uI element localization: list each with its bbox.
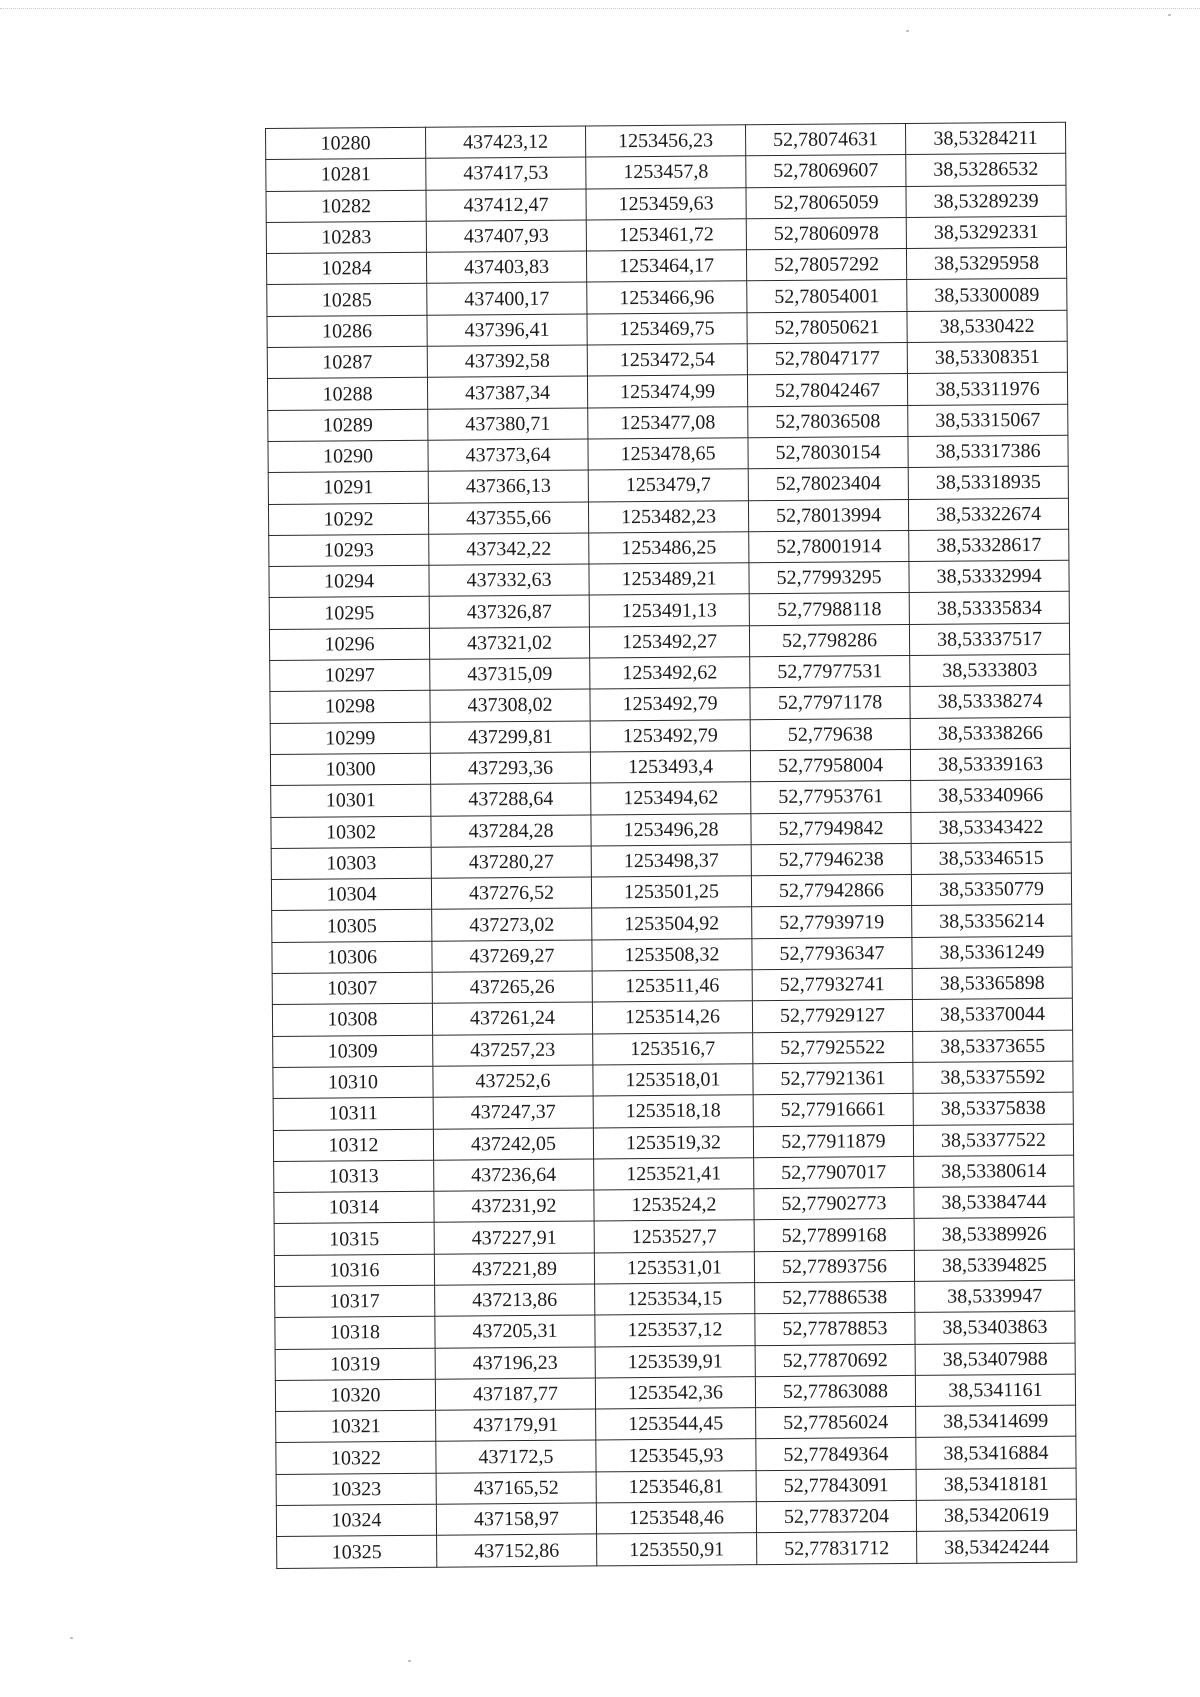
- point-number-cell: 10295: [269, 597, 429, 630]
- x-coordinate-cell: 437280,27: [431, 846, 591, 879]
- latitude-cell: 52,77886538: [755, 1281, 915, 1314]
- y-coordinate-cell: 1253546,81: [596, 1470, 756, 1503]
- point-number-cell: 10292: [268, 503, 428, 536]
- longitude-cell: 38,5333803: [910, 654, 1070, 687]
- latitude-cell: 52,7798286: [749, 624, 909, 657]
- y-coordinate-cell: 1253545,93: [596, 1439, 756, 1472]
- y-coordinate-cell: 1253494,62: [591, 782, 751, 815]
- y-coordinate-cell: 1253469,75: [587, 313, 747, 346]
- x-coordinate-cell: 437213,86: [435, 1284, 595, 1317]
- y-coordinate-cell: 1253479,7: [588, 469, 748, 502]
- y-coordinate-cell: 1253498,37: [591, 845, 751, 878]
- x-coordinate-cell: 437315,09: [430, 658, 590, 691]
- x-coordinate-cell: 437247,37: [433, 1096, 593, 1129]
- y-coordinate-cell: 1253519,32: [593, 1126, 753, 1159]
- latitude-cell: 52,77837204: [756, 1500, 916, 1533]
- point-number-cell: 10319: [275, 1348, 435, 1381]
- latitude-cell: 52,78013994: [748, 499, 908, 532]
- x-coordinate-cell: 437366,13: [428, 470, 588, 503]
- longitude-cell: 38,53332994: [909, 560, 1069, 593]
- y-coordinate-cell: 1253539,91: [595, 1345, 755, 1378]
- point-number-cell: 10303: [271, 847, 431, 880]
- latitude-cell: 52,78065059: [746, 186, 906, 219]
- y-coordinate-cell: 1253518,18: [593, 1095, 753, 1128]
- x-coordinate-cell: 437187,77: [435, 1378, 595, 1411]
- y-coordinate-cell: 1253524,2: [594, 1189, 754, 1222]
- x-coordinate-cell: 437332,63: [429, 564, 589, 597]
- y-coordinate-cell: 1253492,27: [589, 625, 749, 658]
- latitude-cell: 52,77977531: [750, 656, 910, 689]
- point-number-cell: 10311: [273, 1097, 433, 1130]
- point-number-cell: 10322: [276, 1442, 436, 1475]
- y-coordinate-cell: 1253474,99: [587, 375, 747, 408]
- longitude-cell: 38,53407988: [915, 1343, 1075, 1376]
- point-number-cell: 10318: [275, 1316, 435, 1349]
- latitude-cell: 52,77843091: [756, 1469, 916, 1502]
- longitude-cell: 38,53414699: [916, 1405, 1076, 1438]
- y-coordinate-cell: 1253514,26: [592, 1001, 752, 1034]
- point-number-cell: 10284: [266, 252, 426, 285]
- x-coordinate-cell: 437196,23: [435, 1347, 595, 1380]
- point-number-cell: 10285: [267, 284, 427, 317]
- longitude-cell: 38,53375592: [913, 1061, 1073, 1094]
- latitude-cell: 52,77863088: [755, 1375, 915, 1408]
- longitude-cell: 38,5339947: [915, 1280, 1075, 1313]
- latitude-cell: 52,77893756: [754, 1250, 914, 1283]
- x-coordinate-cell: 437387,34: [427, 376, 587, 409]
- latitude-cell: 52,77831712: [757, 1532, 917, 1565]
- point-number-cell: 10286: [267, 315, 427, 348]
- x-coordinate-cell: 437265,26: [432, 971, 592, 1004]
- longitude-cell: 38,53356214: [912, 905, 1072, 938]
- scan-edge-line: [0, 8, 1200, 9]
- longitude-cell: 38,53380614: [914, 1155, 1074, 1188]
- x-coordinate-cell: 437423,12: [425, 126, 585, 159]
- x-coordinate-cell: 437396,41: [427, 314, 587, 347]
- longitude-cell: 38,53394825: [914, 1249, 1074, 1282]
- point-number-cell: 10307: [272, 972, 432, 1005]
- longitude-cell: 38,53340966: [911, 779, 1071, 812]
- y-coordinate-cell: 1253457,8: [586, 156, 746, 189]
- latitude-cell: 52,78001914: [749, 530, 909, 563]
- point-number-cell: 10325: [277, 1536, 437, 1569]
- longitude-cell: 38,53295958: [906, 247, 1066, 280]
- y-coordinate-cell: 1253516,7: [593, 1032, 753, 1065]
- y-coordinate-cell: 1253537,12: [595, 1314, 755, 1347]
- point-number-cell: 10280: [266, 127, 426, 160]
- longitude-cell: 38,53315067: [908, 404, 1068, 437]
- y-coordinate-cell: 1253459,63: [586, 187, 746, 220]
- latitude-cell: 52,77953761: [751, 781, 911, 814]
- latitude-cell: 52,77942866: [751, 875, 911, 908]
- x-coordinate-cell: 437407,93: [426, 220, 586, 253]
- longitude-cell: 38,53375838: [913, 1092, 1073, 1125]
- coordinate-table-body: [266, 122, 1077, 1568]
- point-number-cell: 10288: [267, 378, 427, 411]
- latitude-cell: 52,77949842: [751, 812, 911, 845]
- point-number-cell: 10309: [273, 1035, 433, 1068]
- x-coordinate-cell: 437269,27: [432, 940, 592, 973]
- x-coordinate-cell: 437236,64: [434, 1159, 594, 1192]
- x-coordinate-cell: 437242,05: [433, 1127, 593, 1160]
- point-number-cell: 10294: [269, 565, 429, 598]
- point-number-cell: 10289: [268, 409, 428, 442]
- latitude-cell: 52,77856024: [756, 1407, 916, 1440]
- scan-speck: [1168, 14, 1171, 16]
- latitude-cell: 52,78060978: [746, 217, 906, 250]
- latitude-cell: 52,77925522: [753, 1031, 913, 1064]
- latitude-cell: 52,77929127: [752, 1000, 912, 1033]
- y-coordinate-cell: 1253461,72: [586, 219, 746, 252]
- longitude-cell: 38,53339163: [910, 748, 1070, 781]
- latitude-cell: 52,78069607: [746, 155, 906, 188]
- longitude-cell: 38,53284211: [905, 122, 1065, 155]
- y-coordinate-cell: 1253511,46: [592, 970, 752, 1003]
- latitude-cell: 52,77870692: [755, 1344, 915, 1377]
- y-coordinate-cell: 1253466,96: [587, 281, 747, 314]
- longitude-cell: 38,5330422: [907, 310, 1067, 343]
- longitude-cell: 38,53350779: [911, 873, 1071, 906]
- y-coordinate-cell: 1253472,54: [587, 344, 747, 377]
- y-coordinate-cell: 1253518,01: [593, 1064, 753, 1097]
- longitude-cell: 38,53317386: [908, 435, 1068, 468]
- x-coordinate-cell: 437276,52: [431, 877, 591, 910]
- point-number-cell: 10290: [268, 440, 428, 473]
- point-number-cell: 10298: [270, 691, 430, 724]
- y-coordinate-cell: 1253504,92: [592, 907, 752, 940]
- point-number-cell: 10310: [273, 1066, 433, 1099]
- latitude-cell: 52,77916661: [753, 1094, 913, 1127]
- latitude-cell: 52,78036508: [748, 405, 908, 438]
- point-number-cell: 10320: [275, 1379, 435, 1412]
- x-coordinate-cell: 437172,5: [436, 1440, 596, 1473]
- latitude-cell: 52,77932741: [752, 968, 912, 1001]
- latitude-cell: 52,77993295: [749, 562, 909, 595]
- point-number-cell: 10283: [266, 221, 426, 254]
- point-number-cell: 10291: [268, 471, 428, 504]
- latitude-cell: 52,77899168: [754, 1219, 914, 1252]
- y-coordinate-cell: 1253492,62: [590, 657, 750, 690]
- coordinate-table-wrapper: [265, 122, 1086, 1569]
- longitude-cell: 38,53424244: [917, 1531, 1077, 1564]
- point-number-cell: 10324: [276, 1504, 436, 1537]
- latitude-cell: 52,78023404: [748, 468, 908, 501]
- y-coordinate-cell: 1253477,08: [588, 406, 748, 439]
- longitude-cell: 38,53416884: [916, 1437, 1076, 1470]
- coordinate-table: [265, 122, 1077, 1569]
- latitude-cell: 52,77946238: [751, 843, 911, 876]
- y-coordinate-cell: 1253496,28: [591, 813, 751, 846]
- x-coordinate-cell: 437261,24: [432, 1002, 592, 1035]
- longitude-cell: 38,53361249: [912, 936, 1072, 969]
- y-coordinate-cell: 1253482,23: [588, 500, 748, 533]
- x-coordinate-cell: 437165,52: [436, 1472, 596, 1505]
- point-number-cell: 10302: [271, 816, 431, 849]
- latitude-cell: 52,77958004: [750, 749, 910, 782]
- x-coordinate-cell: 437231,92: [434, 1190, 594, 1223]
- x-coordinate-cell: 437227,91: [434, 1221, 594, 1254]
- x-coordinate-cell: 437392,58: [427, 345, 587, 378]
- y-coordinate-cell: 1253456,23: [585, 125, 745, 158]
- y-coordinate-cell: 1253489,21: [589, 563, 749, 596]
- x-coordinate-cell: 437299,81: [430, 721, 590, 754]
- x-coordinate-cell: 437417,53: [426, 157, 586, 190]
- x-coordinate-cell: 437412,47: [426, 189, 586, 222]
- longitude-cell: 38,53311976: [907, 373, 1067, 406]
- longitude-cell: 38,53389926: [914, 1218, 1074, 1251]
- y-coordinate-cell: 1253492,79: [590, 688, 750, 721]
- x-coordinate-cell: 437400,17: [427, 282, 587, 315]
- x-coordinate-cell: 437288,64: [431, 783, 591, 816]
- longitude-cell: 38,53338274: [910, 686, 1070, 719]
- latitude-cell: 52,77902773: [754, 1188, 914, 1221]
- longitude-cell: 38,53370044: [912, 998, 1072, 1031]
- latitude-cell: 52,77936347: [752, 937, 912, 970]
- y-coordinate-cell: 1253531,01: [594, 1251, 754, 1284]
- y-coordinate-cell: 1253486,25: [589, 532, 749, 565]
- latitude-cell: 52,779638: [750, 718, 910, 751]
- longitude-cell: 38,53343422: [911, 811, 1071, 844]
- y-coordinate-cell: 1253548,46: [596, 1502, 756, 1535]
- longitude-cell: 38,53286532: [906, 154, 1066, 187]
- scan-speck: [906, 30, 909, 32]
- x-coordinate-cell: 437342,22: [429, 533, 589, 566]
- y-coordinate-cell: 1253542,36: [595, 1377, 755, 1410]
- longitude-cell: 38,53377522: [913, 1124, 1073, 1157]
- latitude-cell: 52,78030154: [748, 436, 908, 469]
- longitude-cell: 38,53418181: [916, 1468, 1076, 1501]
- x-coordinate-cell: 437257,23: [433, 1034, 593, 1067]
- longitude-cell: 38,53373655: [913, 1030, 1073, 1063]
- y-coordinate-cell: 1253492,79: [590, 719, 750, 752]
- x-coordinate-cell: 437380,71: [428, 408, 588, 441]
- point-number-cell: 10296: [269, 628, 429, 661]
- y-coordinate-cell: 1253491,13: [589, 594, 749, 627]
- longitude-cell: 38,53289239: [906, 185, 1066, 218]
- x-coordinate-cell: 437179,91: [436, 1409, 596, 1442]
- x-coordinate-cell: 437403,83: [426, 251, 586, 284]
- x-coordinate-cell: 437284,28: [431, 814, 591, 847]
- point-number-cell: 10314: [274, 1191, 434, 1224]
- longitude-cell: 38,53322674: [908, 498, 1068, 531]
- longitude-cell: 38,53384744: [914, 1186, 1074, 1219]
- point-number-cell: 10313: [274, 1160, 434, 1193]
- latitude-cell: 52,78074631: [745, 123, 905, 156]
- latitude-cell: 52,77921361: [753, 1062, 913, 1095]
- point-number-cell: 10321: [276, 1410, 436, 1443]
- point-number-cell: 10315: [274, 1223, 434, 1256]
- x-coordinate-cell: 437373,64: [428, 439, 588, 472]
- point-number-cell: 10300: [270, 753, 430, 786]
- longitude-cell: 38,53308351: [907, 341, 1067, 374]
- latitude-cell: 52,78050621: [747, 311, 907, 344]
- latitude-cell: 52,77988118: [749, 593, 909, 626]
- x-coordinate-cell: 437221,89: [434, 1253, 594, 1286]
- point-number-cell: 10281: [266, 159, 426, 192]
- y-coordinate-cell: 1253508,32: [592, 938, 752, 971]
- longitude-cell: 38,53328617: [909, 529, 1069, 562]
- x-coordinate-cell: 437158,97: [436, 1503, 596, 1536]
- latitude-cell: 52,77971178: [750, 687, 910, 720]
- latitude-cell: 52,78042467: [747, 374, 907, 407]
- point-number-cell: 10323: [276, 1473, 436, 1506]
- point-number-cell: 10304: [271, 878, 431, 911]
- y-coordinate-cell: 1253464,17: [586, 250, 746, 283]
- point-number-cell: 10282: [266, 190, 426, 223]
- longitude-cell: 38,53365898: [912, 967, 1072, 1000]
- point-number-cell: 10293: [269, 534, 429, 567]
- x-coordinate-cell: 437293,36: [430, 752, 590, 785]
- longitude-cell: 38,53338266: [910, 717, 1070, 750]
- x-coordinate-cell: 437205,31: [435, 1315, 595, 1348]
- x-coordinate-cell: 437273,02: [432, 908, 592, 941]
- longitude-cell: 38,53318935: [908, 466, 1068, 499]
- point-number-cell: 10308: [272, 1004, 432, 1037]
- longitude-cell: 38,53337517: [909, 623, 1069, 656]
- point-number-cell: 10297: [270, 659, 430, 692]
- longitude-cell: 38,53300089: [907, 279, 1067, 312]
- latitude-cell: 52,77878853: [755, 1313, 915, 1346]
- y-coordinate-cell: 1253534,15: [595, 1283, 755, 1316]
- longitude-cell: 38,53403863: [915, 1311, 1075, 1344]
- point-number-cell: 10317: [275, 1285, 435, 1318]
- point-number-cell: 10305: [272, 910, 432, 943]
- x-coordinate-cell: 437308,02: [430, 689, 590, 722]
- longitude-cell: 38,53335834: [909, 592, 1069, 625]
- y-coordinate-cell: 1253521,41: [594, 1157, 754, 1190]
- scan-speck: [408, 1660, 411, 1662]
- point-number-cell: 10306: [272, 941, 432, 974]
- y-coordinate-cell: 1253550,91: [597, 1533, 757, 1566]
- x-coordinate-cell: 437326,87: [429, 595, 589, 628]
- latitude-cell: 52,77939719: [752, 906, 912, 939]
- point-number-cell: 10316: [274, 1254, 434, 1287]
- table-row: [277, 1531, 1077, 1569]
- point-number-cell: 10287: [267, 346, 427, 379]
- x-coordinate-cell: 437355,66: [428, 502, 588, 535]
- point-number-cell: 10301: [271, 784, 431, 817]
- longitude-cell: 38,5341161: [915, 1374, 1075, 1407]
- longitude-cell: 38,53420619: [916, 1499, 1076, 1532]
- y-coordinate-cell: 1253527,7: [594, 1220, 754, 1253]
- y-coordinate-cell: 1253478,65: [588, 438, 748, 471]
- y-coordinate-cell: 1253544,45: [596, 1408, 756, 1441]
- x-coordinate-cell: 437252,6: [433, 1065, 593, 1098]
- point-number-cell: 10312: [273, 1129, 433, 1162]
- y-coordinate-cell: 1253493,4: [590, 751, 750, 784]
- point-number-cell: 10299: [270, 722, 430, 755]
- scan-speck: [70, 1637, 73, 1639]
- longitude-cell: 38,53292331: [906, 216, 1066, 249]
- latitude-cell: 52,78057292: [746, 249, 906, 282]
- latitude-cell: 52,77907017: [754, 1156, 914, 1189]
- latitude-cell: 52,78047177: [747, 343, 907, 376]
- longitude-cell: 38,53346515: [911, 842, 1071, 875]
- x-coordinate-cell: 437152,86: [437, 1534, 597, 1567]
- y-coordinate-cell: 1253501,25: [591, 876, 751, 909]
- latitude-cell: 52,78054001: [747, 280, 907, 313]
- latitude-cell: 52,77911879: [753, 1125, 913, 1158]
- latitude-cell: 52,77849364: [756, 1438, 916, 1471]
- x-coordinate-cell: 437321,02: [429, 627, 589, 660]
